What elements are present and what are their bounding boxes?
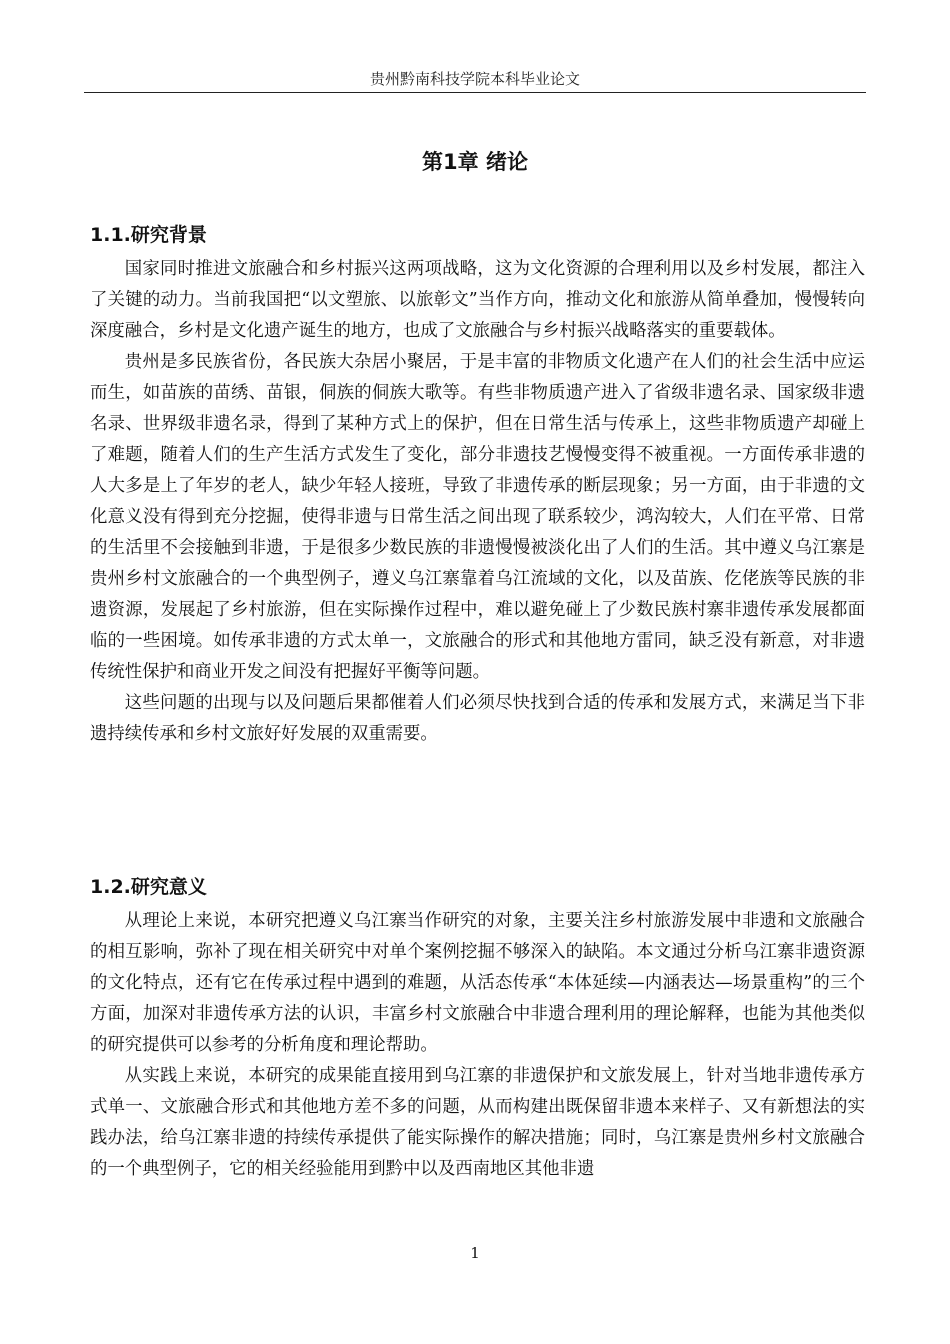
section-research-background [90,222,865,750]
paragraph: 从理论上来说，本研究把遵义乌江寨当作研究的对象，主要关注乡村旅游发展中非遗和文旅融合的相互影响，弥补了现在相关研究中对单个案例挖掘不够深入的缺陷。本文通过分析乌江寨非遗资源的文化特点，还有它在传承过程中遇到的难题，从活态传承“本体延续—内涵表达—场景重构”的三个方面，加深对非遗传承方法的认识，丰富乡村文旅融合中非遗合理利用的理论解释，也能为其他类似的研究提供可以参考的分析角度和理论帮助。 [90,911,865,1055]
section-title: 研究意义 [130,876,207,898]
chapter-title: 第1章 绪论 [422,150,528,174]
paragraph: 贵州是多民族省份，各民族大杂居小聚居，于是丰富的非物质文化遗产在人们的社会生活中应运而生，如苗族的苗绣、苗银，侗族的侗族大歌等。有些非物质遗产进入了省级非遗名录、国家级非遗名录、世界级非遗名录，得到了某种方式上的保护，但在日常生活与传承上，这些非物质遗产却碰上了难题，随着人们的生产生活方式发生了变化，部分非遗技艺慢慢变得不被重视。一方面传承非遗的人大多是上了年岁的老人，缺少年轻人接班，导致了非遗传承的断层现象；另一方面，由于非遗的文化意义没有得到充分挖掘，使得非遗与日常生活之间出现了联系较少，鸿沟较大，人们在平常、日常的生活里不会接触到非遗，于是很多少数民族的非遗慢慢被淡化出了人们的生活。其中遵义乌江寨是贵州乡村文旅融合的一个典型例子，遵义乌江寨靠着乌江流域的文化，以及苗族、仡佬族等民族的非遗资源，发展起了乡村旅游，但在实际操作过程中，难以避免碰上了少数民族村寨非遗传承发展都面临的一些困境。如传承非遗的方式太单一，文旅融合的形式和其他地方雷同，缺乏没有新意，对非遗传统性保护和商业开发之间没有把握好平衡等问题。 [90,352,865,682]
section-research-significance [90,874,865,1185]
paragraph: 从实践上来说，本研究的成果能直接用到乌江寨的非遗保护和文旅发展上，针对当地非遗传承方式单一、文旅融合形式和其他地方差不多的问题，从而构建出既保留非遗本来样子、又有新想法的实践办法，给乌江寨非遗的持续传承提供了能实际操作的解决措施；同时，乌江寨是贵州乡村文旅融合的一个典型例子，它的相关经验能用到黔中以及西南地区其他非遗 [90,1066,865,1179]
section-title: 研究背景 [130,224,207,246]
header-text: 贵州黔南科技学院本科毕业论文 [369,70,580,88]
section-heading [90,874,865,900]
section-number: 1.1. [90,224,131,246]
section-number: 1.2. [90,876,131,898]
paragraph: 这些问题的出现与以及问题后果都催着人们必须尽快找到合适的传承和发展方式，来满足当下非遗持续传承和乡村文旅好好发展的双重需要。 [90,693,865,744]
page-header [84,70,866,93]
paragraph: 国家同时推进文旅融合和乡村振兴这两项战略，这为文化资源的合理利用以及乡村发展，都注入了关键的动力。当前我国把“以文塑旅、以旅彰文”当作方向，推动文化和旅游从简单叠加，慢慢转向深度融合，乡村是文化遗产诞生的地方，也成了文旅融合与乡村振兴战略落实的重要载体。 [90,259,865,341]
page-number: 1 [470,1244,480,1262]
section-heading [90,222,865,248]
